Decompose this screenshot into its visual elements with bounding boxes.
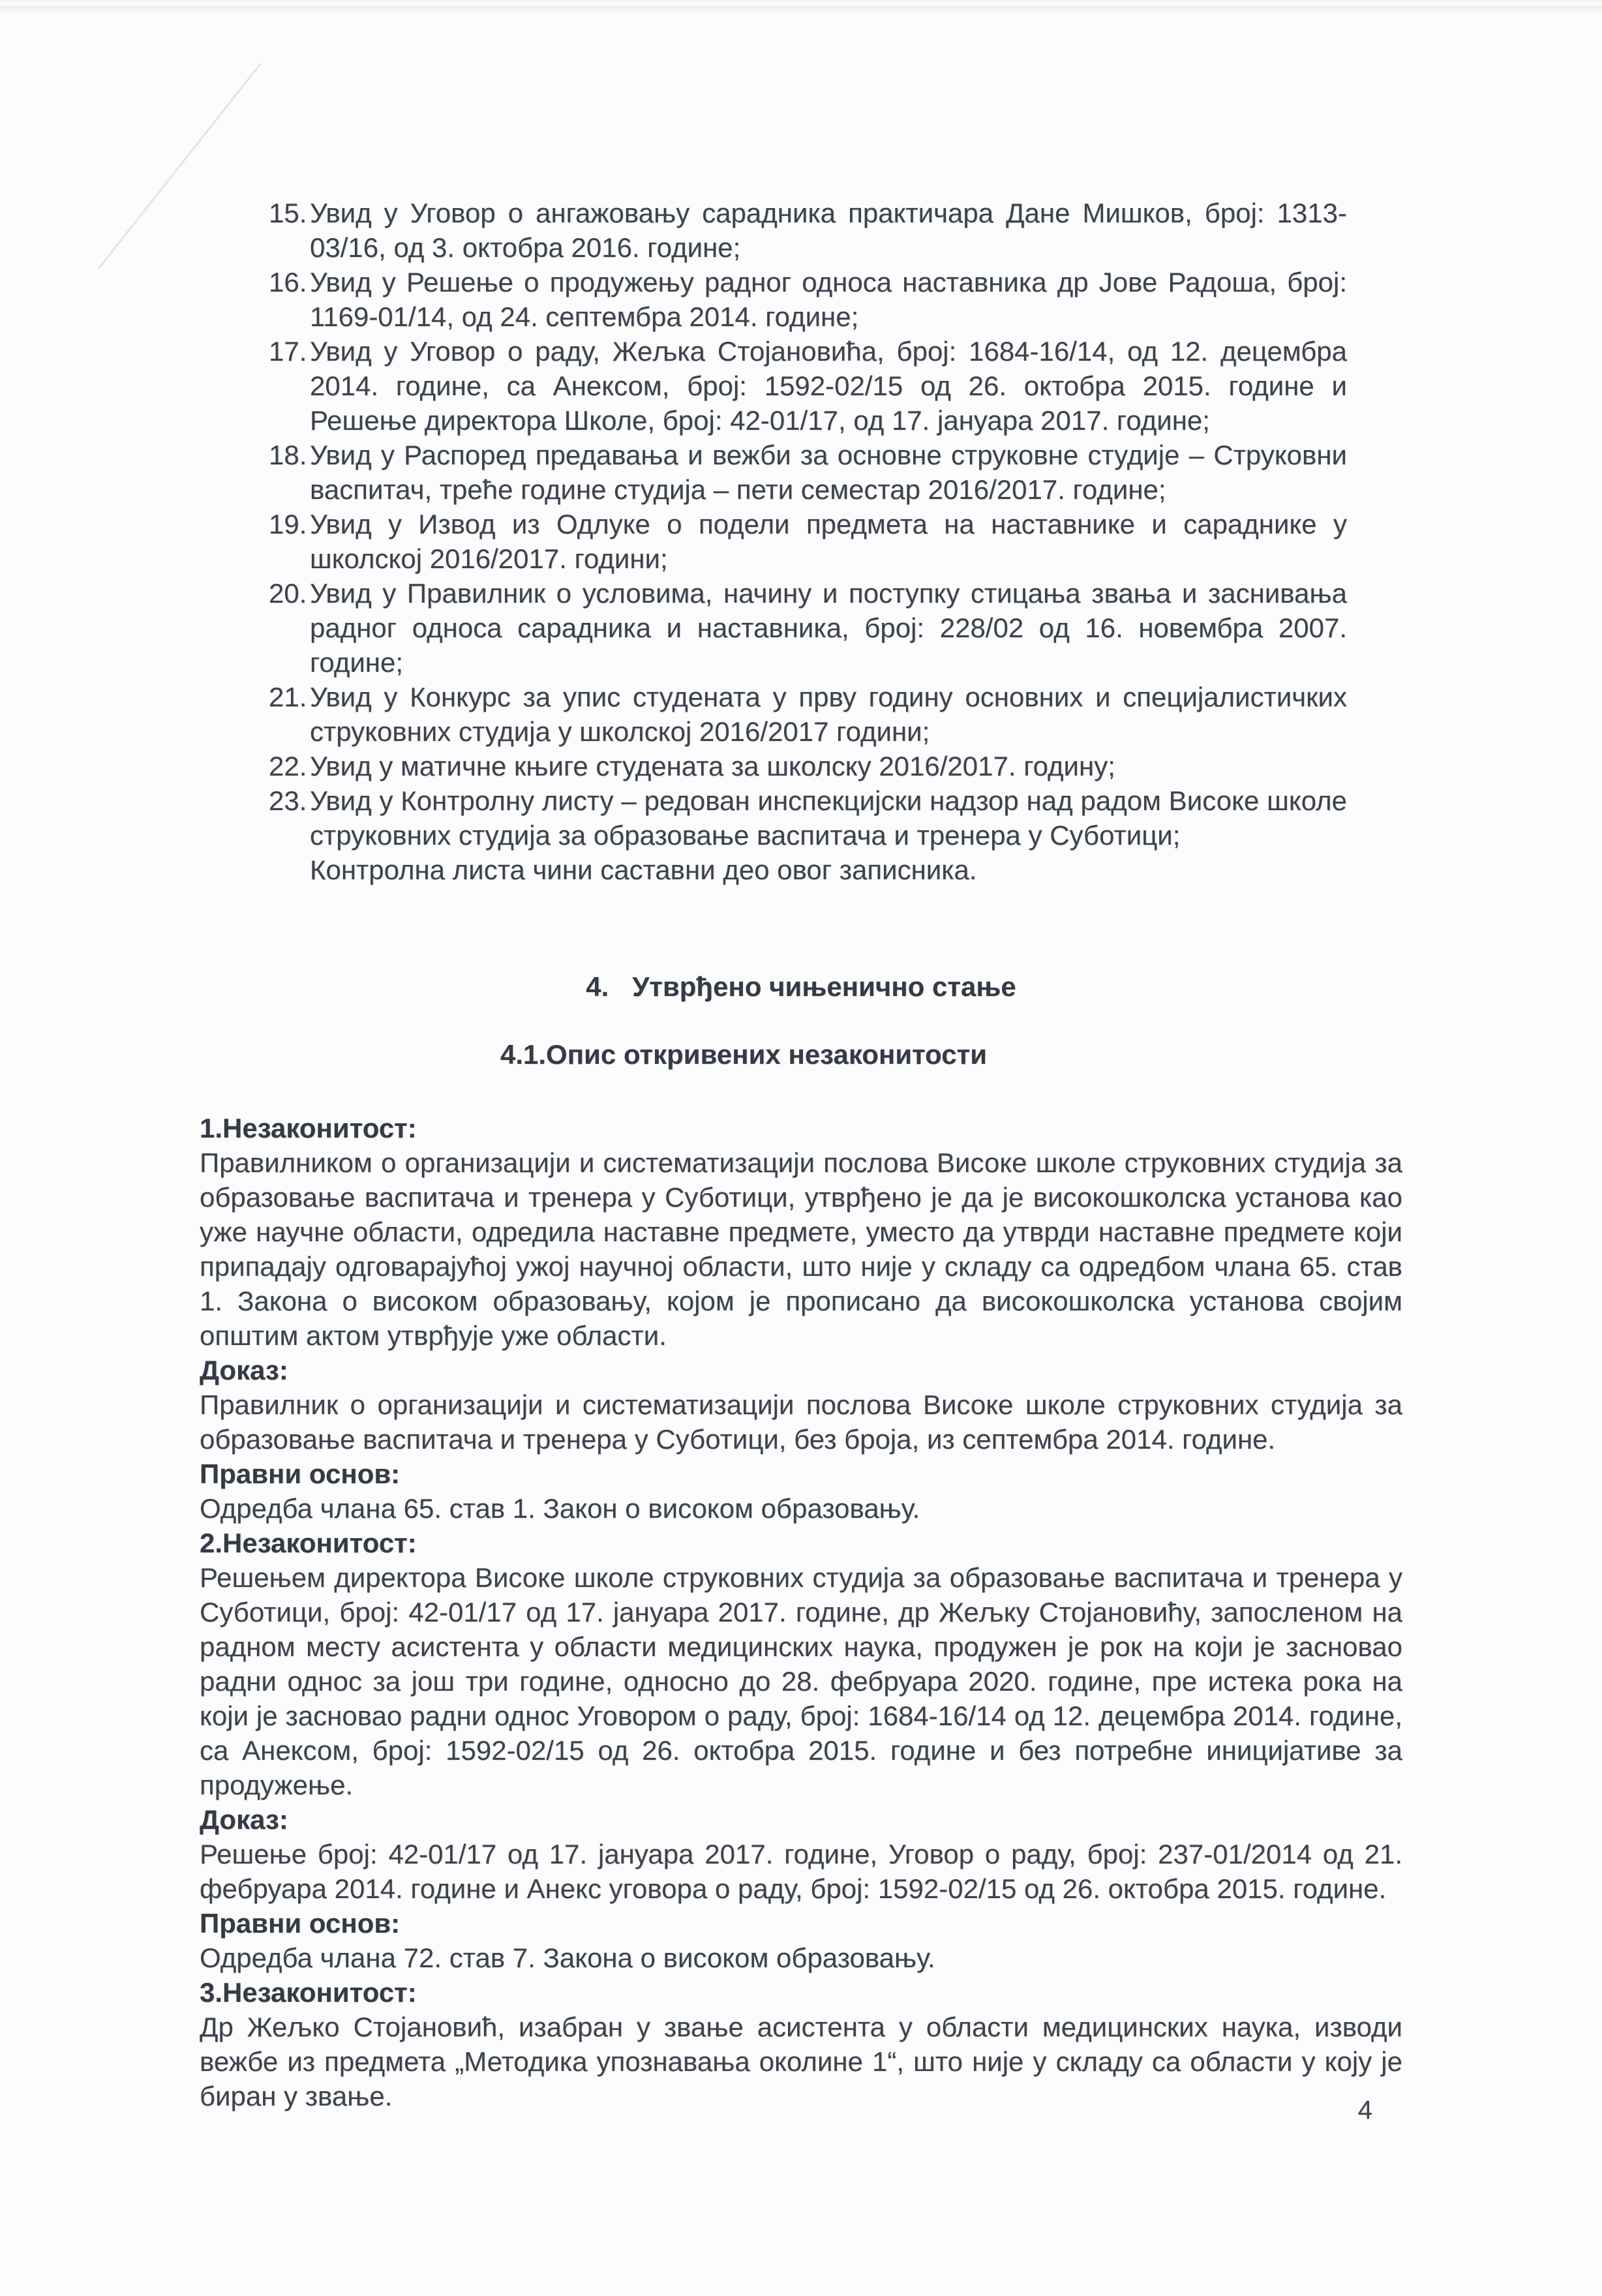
scan-edge-shadow xyxy=(0,0,1602,16)
list-item-number: 20. xyxy=(269,578,307,609)
list-item-text: Увид у Контролну листу – редован инспекцијски надзор над радом Високе школе струковних студија за образовање васпитача и тренера у Суботици; xyxy=(310,785,1347,851)
finding-label: 2.Незаконитост: xyxy=(200,1528,417,1558)
list-item xyxy=(269,438,1347,507)
finding-text: Одредба члана 72. став 7. Закона о високом образовању. xyxy=(200,1942,935,1973)
list-item-text: Увид у Уговор о ангажовању сарадника практичара Дане Мишков, број: 1313-03/16, од 3. октобра 2016. године; xyxy=(310,198,1347,263)
list-item-text: Увид у Правилник о условима, начину и поступку стицања звања и заснивања радног односа сарадника и наставника, број: 228/02 од 16. новембра 2007. године; xyxy=(310,578,1347,678)
list-item xyxy=(269,507,1347,576)
page-number: 4 xyxy=(1357,2096,1372,2124)
finding-text: Решењем директора Високе школе струковних студија за образовање васпитача и тренера у Суботици, број: 42-01/17 од 17. јануара 2017. године, др Жељку Стојановићу, запосленом на радном месту асистента у области медицинских наука, продужен је рок на који је засновао радни однос за још три године, односно до 28. фебруара 2020. године, пре истека рока на који је засновао радни однос Уговором о раду, број: 1684-16/14 од 12. децембра 2014. године, са Анексом, број: 1592-02/15 од 26. октобра 2015. године и без потребне иницијативе за продужење. xyxy=(200,1562,1402,1800)
finding-label: 3.Незаконитост: xyxy=(200,1977,417,2008)
list-item-text: Увид у Конкурс за упис студената у прву годину основних и специјалистичких струковних студија у школској 2016/2017 години; xyxy=(310,682,1347,747)
list-item-text: Увид у Уговор о раду, Жељка Стојановића, број: 1684-16/14, од 12. децембра 2014. године, са Анексом, број: 1592-02/15 од 26. октобра 2015. године и Решење директора Школе, број: 42-01/17, од 17. јануара 2017. године; xyxy=(310,336,1347,436)
list-item-number: 16. xyxy=(269,267,307,297)
list-item-text: Увид у матичне књиге студената за школску 2016/2017. годину; xyxy=(310,751,1115,781)
page-content xyxy=(200,196,1402,2113)
list-item-number: 15. xyxy=(269,198,307,228)
subsection-heading: 4.1.Опис откривених незаконитости xyxy=(500,1039,988,1070)
list-item xyxy=(269,576,1347,680)
section-heading-title: Утврђено чињенично стање xyxy=(632,971,1016,1002)
list-item xyxy=(269,334,1347,438)
list-item-text: Увид у Распоред предавања и вежби за основне струковне студије – Струковни васпитач, треће године студија – пети семестар 2016/2017. године; xyxy=(310,440,1347,505)
finding-text: Одредба члана 65. став 1. Закон о високом образовању. xyxy=(200,1493,920,1524)
list-item-number: 21. xyxy=(269,682,307,712)
list-item-addendum: Контролна листа чини саставни део овог записника. xyxy=(310,854,977,885)
finding-text: Правилник о организацији и систематизацији послова Високе школе струковних студија за образовање васпитача и тренера у Суботици, без броја, из септембра 2014. године. xyxy=(200,1389,1402,1455)
finding-label: 1.Незаконитост: xyxy=(200,1113,417,1143)
list-item-number: 19. xyxy=(269,509,307,539)
list-item xyxy=(269,783,1347,887)
finding-text: Правилником о организацији и систематизацији послова Високе школе струковних студија за образовање васпитача и тренера у Суботици, утврђено је да је високошколска установа као уже научне области, одредила наставне предмете, уместо да утврди наставне предмете који припадају одговарајућој ужој научној области, што није у складу са одредбом члана 65. став 1. Закона о високом образовању, којом је прописано да високошколска установа својим општим актом утврђује уже области. xyxy=(200,1147,1402,1351)
finding-text: Решење број: 42-01/17 од 17. јануара 2017. године, Уговор о раду, број: 237-01/2014 од 21. фебруара 2014. године и Анекс уговора о раду, број: 1592-02/15 од 26. октобра 2015. године. xyxy=(200,1839,1402,1904)
finding-label: Правни основ: xyxy=(200,1458,400,1489)
finding-label: Доказ: xyxy=(200,1355,288,1385)
list-item xyxy=(269,749,1347,783)
section-heading-number: 4. xyxy=(586,971,609,1002)
list-item xyxy=(269,265,1347,334)
list-item-text: Увид у Решење о продужењу радног односа наставника др Јове Радоша, број: 1169-01/14, од 24. септембра 2014. године; xyxy=(310,267,1347,332)
list-item-text: Увид у Извод из Одлуке о подели предмета на наставнике и сараднике у школској 2016/2017. години; xyxy=(310,509,1347,574)
section-heading xyxy=(200,969,1402,1004)
list-item-number: 18. xyxy=(269,440,307,470)
finding-label: Доказ: xyxy=(200,1804,288,1835)
finding-text: Др Жељко Стојановић, изабран у звање асистента у области медицинских наука, изводи вежбе из предмета „Методика упознавања околине 1“, што није у складу са области у коју је биран у звање. xyxy=(200,2012,1402,2111)
list-item-number: 23. xyxy=(269,785,307,816)
list-item xyxy=(269,680,1347,749)
list-item-number: 17. xyxy=(269,336,307,367)
finding-label: Правни основ: xyxy=(200,1908,400,1939)
findings-section xyxy=(200,1111,1402,2113)
list-item xyxy=(269,196,1347,265)
list-item-number: 22. xyxy=(269,751,307,781)
evidence-list xyxy=(269,196,1347,887)
